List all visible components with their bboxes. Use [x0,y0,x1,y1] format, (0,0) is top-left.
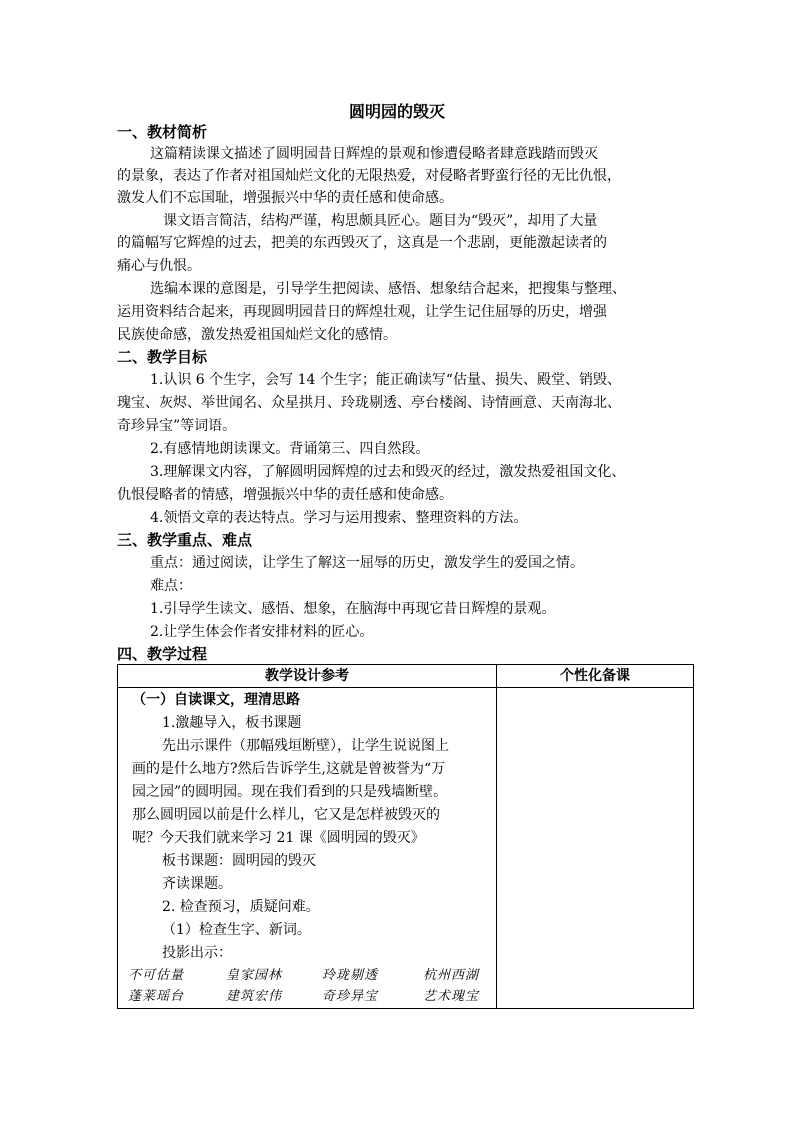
difficulty-line: 1.引导学生读文、感悟、想象，在脑海中再现它昔日辉煌的景观。 [150,601,556,617]
step-line: 板书课题：圆明园的毁灭 [162,853,316,869]
step-line: 园之园”的圆明园。现在我们看到的只是残墙断壁。 [132,784,448,800]
section-heading-focus: 三、教学重点、难点 [117,531,253,549]
focus-line: 重点：通过阅读，让学生了解这一屈辱的历史，激发学生的爱国之情。 [150,555,584,571]
paragraph-line: 运用资料结合起来，再现圆明园昔日的辉煌壮观，让学生记住屈辱的历史，增强 [117,304,607,320]
document-title: 圆明园的毁灭 [348,102,445,121]
step-line: 呢？今天我们就来学习 21 课《圆明园的毁灭》 [132,830,425,846]
paragraph-line: 选编本课的意图是，引导学生把阅读、感悟、想象结合起来，把搜集与整理、 [150,281,626,297]
goal-line: 1.认识 6 个生字，会写 14 个生字；能正确读写“估量、损失、殿堂、销毁、 [150,372,622,388]
step-line: 那么圆明园以前是什么样儿，它又是怎样被毁灭的 [132,807,440,823]
goal-line: 2.有感情地朗读课文。背诵第三、四自然段。 [150,441,430,457]
vocab-word: 奇珍异宝 [322,989,379,1004]
vocab-word: 蓬莱瑶台 [128,989,185,1004]
paragraph-line: 课文语言简洁，结构严谨，构思颇具匠心。题目为“毁灭”，却用了大量 [163,213,598,229]
paragraph-line: 痛心与仇恨。 [117,258,201,274]
goal-line: 瑰宝、灰烬、举世闻名、众星拱月、玲珑剔透、亭台楼阁、诗情画意、天南海北、 [117,395,621,411]
paragraph-line: 的篇幅写它辉煌的过去，把美的东西毁灭了，这真是一个悲剧，更能激起读者的 [117,235,607,251]
step-line: （1）检查生字、新词。 [162,922,311,938]
difficulty-line: 2.让学生体会作者安排材料的匠心。 [150,624,374,640]
paragraph-line: 民族使命感，激发热爱祖国灿烂文化的感情。 [117,327,397,343]
section-heading-process: 四、教学过程 [117,645,208,663]
vocab-word: 杭州西湖 [423,968,480,983]
step-line: 画的是什么地方?然后告诉学生,这就是曾被誉为“万 [132,761,446,777]
goal-line: 3.理解课文内容，了解圆明园辉煌的过去和毁灭的经过，激发热爱祖国文化、 [150,464,626,480]
column-header-personal: 个性化备课 [497,665,694,688]
step-line: 投影出示： [162,945,232,961]
difficulty-label: 难点： [150,578,192,594]
process-table [117,664,694,1009]
personal-notes-cell [497,688,694,1009]
subsection-heading: （一）自读课文，理清思路 [132,692,300,708]
step-line: 先出示课件（那幅残垣断壁），让学生说说图上 [162,738,449,754]
paragraph-line: 这篇精读课文描述了圆明园昔日辉煌的景观和惨遭侵略者肆意践踏而毁灭 [150,146,598,162]
vocab-word: 皇家园林 [226,968,283,983]
vocab-word: 建筑宏伟 [226,989,283,1004]
goal-line: 4.领悟文章的表达特点。学习与运用搜索、整理资料的方法。 [150,510,528,526]
goal-line: 奇珍异宝”等词语。 [117,418,237,434]
paragraph-line: 的景象，表达了作者对祖国灿烂文化的无限热爱，对侵略者野蛮行径的无比仇恨， [117,168,621,184]
vocab-word: 艺术瑰宝 [423,989,480,1004]
column-header-design: 教学设计参考 [118,665,497,688]
vocab-word: 不可估量 [128,968,185,983]
step-line: 1.激趣导入，板书课题 [162,715,302,731]
step-line: 齐读课题。 [162,876,232,892]
section-heading-analysis: 一、教材简析 [117,123,208,141]
section-heading-goals: 二、教学目标 [117,348,208,366]
paragraph-line: 激发人们不忘国耻，增强振兴中华的责任感和使命感。 [117,190,453,206]
design-cell [118,688,497,1009]
step-line: 2. 检查预习，质疑问难。 [162,899,320,915]
goal-line: 仇恨侵略者的情感，增强振兴中华的责任感和使命感。 [117,487,453,503]
vocab-word: 玲珑剔透 [322,968,379,983]
